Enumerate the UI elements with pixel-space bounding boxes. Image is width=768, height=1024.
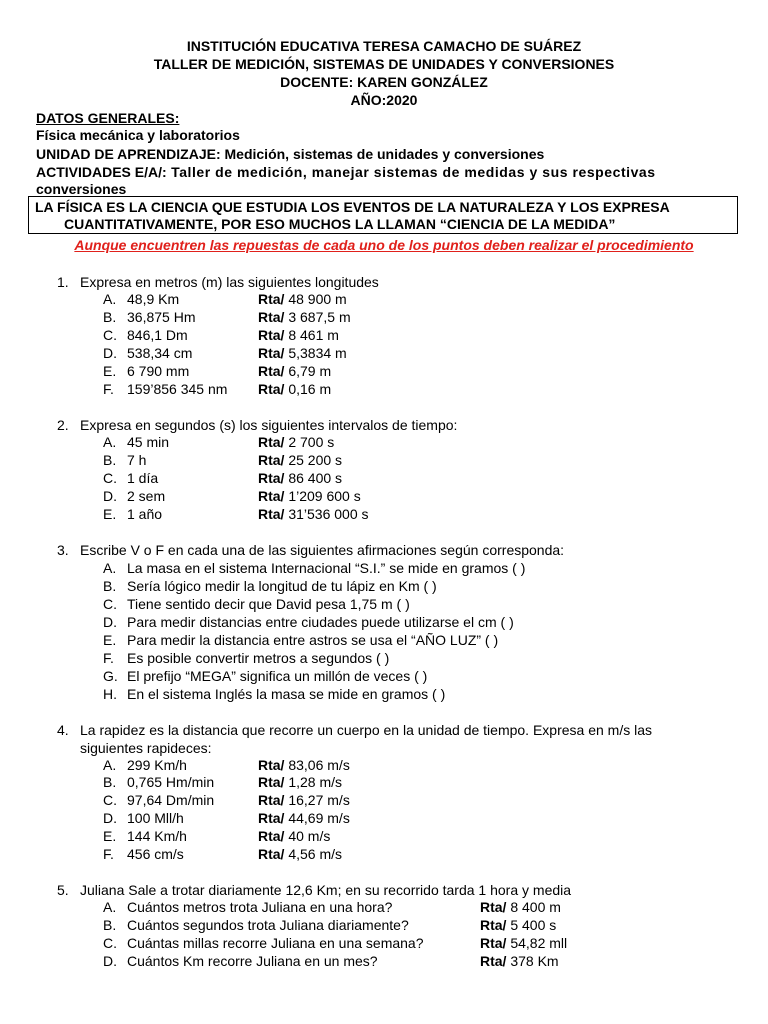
answer-label: Rta/ [258,792,285,808]
answer-label: Rta/ [480,917,507,933]
answer-label: Rta/ [258,846,285,862]
answer-label: Rta/ [258,381,285,397]
answer-label: Rta/ [480,953,507,969]
question-number: 5. [57,882,69,898]
question-number: 3. [57,542,69,558]
procedure-warning: Aunque encuentren las repuestas de cada uno de los puntos deben realizar el procedimiento [74,237,694,253]
answer-value: 378 Km [506,953,559,969]
answer-value: 5 400 s [506,917,557,933]
answer-label: Rta/ [258,363,285,379]
answer-value: 48 900 m [284,291,347,307]
answer-label: Rta/ [258,345,285,361]
answer-label: Rta/ [480,899,507,915]
question-text: Expresa en segundos (s) los siguientes intervalos de tiempo: [80,417,458,433]
activities-label: ACTIVIDADES E/A/: [36,164,167,180]
question-number: 1. [57,274,69,290]
teacher-name: DOCENTE: KAREN GONZÁLEZ [280,74,488,90]
answer-value: 6,79 m [284,363,332,379]
activities-value-cont: conversiones [36,181,127,197]
answer-value: 4,56 m/s [284,846,343,862]
answer-label: Rta/ [258,488,285,504]
year: AÑO:2020 [350,92,418,108]
document-page: INSTITUCIÓN EDUCATIVA TERESA CAMACHO DE SUÁREZ TALLER DE MEDICIÓN, SISTEMAS DE UNIDADES Y CONVERSIONES DOCENTE: KAREN GONZÁLEZ AÑO:2020 DATOS GENERALES: Física mecánica y laboratorios UNIDAD DE APRENDIZAJE: Medición, sistemas de unidades y conversiones ACTIVIDADES E/A/: Taller de medición, manejar sistemas de medidas y sus respectivas conversiones LA FÍSICA ES LA CIENCIA QUE ESTUDIA LOS EVENTOS DE LA NATURALEZA Y LOS EXPRESA CUANTITATIVAMENTE, POR ESO MUCHOS LA LLAMAN “CIENCIA DE LA MEDIDA” Aunque encuentren las repuestas de cada uno de los puntos deben realizar el procedimiento 1. Expresa en metros (m) las siguientes longitudes A. 48,9 Km Rta/ 48 900 m B. 36,875 Hm Rta/ 3 687,5 m C. 846,1 Dm Rta/ 8 461 m D. 538,34 cm Rta/ 5,3834 m E. 6 790 mm Rta/ 6,79 m F. 159’856 345 nm Rta/ 0,16 m 2. Expresa en segundos (s) los siguientes intervalos de tiempo: A. 45 min Rta/ 2 700 s B. 7 h Rta/ 25 200 s C. 1 día Rta/ 86 400 s D. 2 sem Rta/ 1’209 600 s E. 1 año Rta/ 31’536 000 s 3. Escribe V o F en cada una de las siguientes afirmaciones según corresponda: A. La masa en el sistema Internacional “S.I.” se mide en gramos ( ) B. Sería lógico medir la longitud de tu lápiz en Km ( ) C. Tiene sentido decir que David pesa 1,75 m ( ) D. Para medir distancias entre ciudades puede utilizarse el cm ( ) E. Para medir la distancia entre astros se usa el “AÑO LUZ” ( ) F. Es posible convertir metros a segundos ( ) G. El prefijo “MEGA” significa un millón de veces ( ) H. En el sistema Inglés la masa se mide en gramos ( ) 4. La rapidez es la distancia que recorre un cuerpo en la unidad de tiempo. Expresa en m/s las siguientes rapideces: A. 299 Km/h Rta/ 83,06 m/s B. 0,765 Hm/min Rta/ 1,28 m/s C. 97,64 Dm/min Rta/ 16,27 m/s D. 100 Mll/h Rta/ 44,69 m/s E. 144 Km/h Rta/ 40 m/s F. 456 cm/s Rta/ 4,56 m/s 5. Juliana Sale a trotar diariamente 12,6 Km; en su recorrido tarda 1 hora y media A. Cuántos metros trota Juliana en una hora? Rta/ 8 400 m B. Cuántos segundos trota Juliana diariamente? Rta/ 5 400 s C. Cuántas millas recorre Juliana en una semana? Rta/ 54,82 mll D. Cuántos Km recorre Juliana en un mes? Rta/ 378 Km [0,0,768,1024]
question-number: 2. [57,417,69,433]
definition-line-2: CUANTITATIVAMENTE, POR ESO MUCHOS LA LLAMAN “CIENCIA DE LA MEDIDA” [64,216,616,232]
question-text: Expresa en metros (m) las siguientes longitudes [80,274,379,290]
answer-value: 1’209 600 s [284,488,361,504]
question-number: 4. [57,722,69,738]
workshop-title: TALLER DE MEDICIÓN, SISTEMAS DE UNIDADES Y CONVERSIONES [153,56,615,72]
answer-label: Rta/ [258,470,285,486]
school-name: INSTITUCIÓN EDUCATIVA TERESA CAMACHO DE SUÁREZ [186,38,582,54]
answer-label: Rta/ [258,291,285,307]
answer-label: Rta/ [258,434,285,450]
answer-value: 86 400 s [284,470,343,486]
answer-value: 0,16 m [284,381,332,397]
answer-label: Rta/ [258,757,285,773]
answer-value: 8 400 m [506,899,561,915]
unit-label: UNIDAD DE APRENDIZAJE: [36,146,221,162]
answer-value: 83,06 m/s [284,757,350,773]
answer-value: 8 461 m [284,327,339,343]
answer-value: 16,27 m/s [284,792,350,808]
answer-label: Rta/ [258,452,285,468]
unit-value: Medición, sistemas de unidades y conversiones [220,146,545,162]
answer-value: 1,28 m/s [284,774,343,790]
answer-label: Rta/ [258,810,285,826]
answer-label: Rta/ [258,506,285,522]
question-text: La rapidez es la distancia que recorre un cuerpo en la unidad de tiempo. Expresa en m/s las [80,722,653,738]
activities-value: Taller de medición, manejar sistemas de medidas y sus respectivas [166,164,656,180]
question-text: Juliana Sale a trotar diariamente 12,6 Km; en su recorrido tarda 1 hora y media [80,882,572,898]
answer-value: 31’536 000 s [284,506,369,522]
answer-value: 2 700 s [284,434,335,450]
physics-definition-box [28,196,738,234]
general-heading: DATOS GENERALES: [36,110,180,126]
activities-line [36,163,656,181]
question-text: Escribe V o F en cada una de las siguientes afirmaciones según corresponda: [80,542,565,558]
subject-line: Física mecánica y laboratorios [36,127,240,143]
answer-label: Rta/ [258,828,285,844]
answer-label: Rta/ [258,774,285,790]
answer-value: 44,69 m/s [284,810,350,826]
definition-line-1: LA FÍSICA ES LA CIENCIA QUE ESTUDIA LOS EVENTOS DE LA NATURALEZA Y LOS EXPRESA [35,199,670,215]
answer-value: 54,82 mll [506,935,568,951]
answer-value: 5,3834 m [284,345,347,361]
answer-value: 40 m/s [284,828,331,844]
answer-label: Rta/ [258,327,285,343]
answer-value: 3 687,5 m [284,309,351,325]
question-text-cont: siguientes rapideces: [80,740,212,756]
answer-label: Rta/ [480,935,507,951]
answer-label: Rta/ [258,309,285,325]
unit-line [36,145,544,163]
answer-value: 25 200 s [284,452,343,468]
